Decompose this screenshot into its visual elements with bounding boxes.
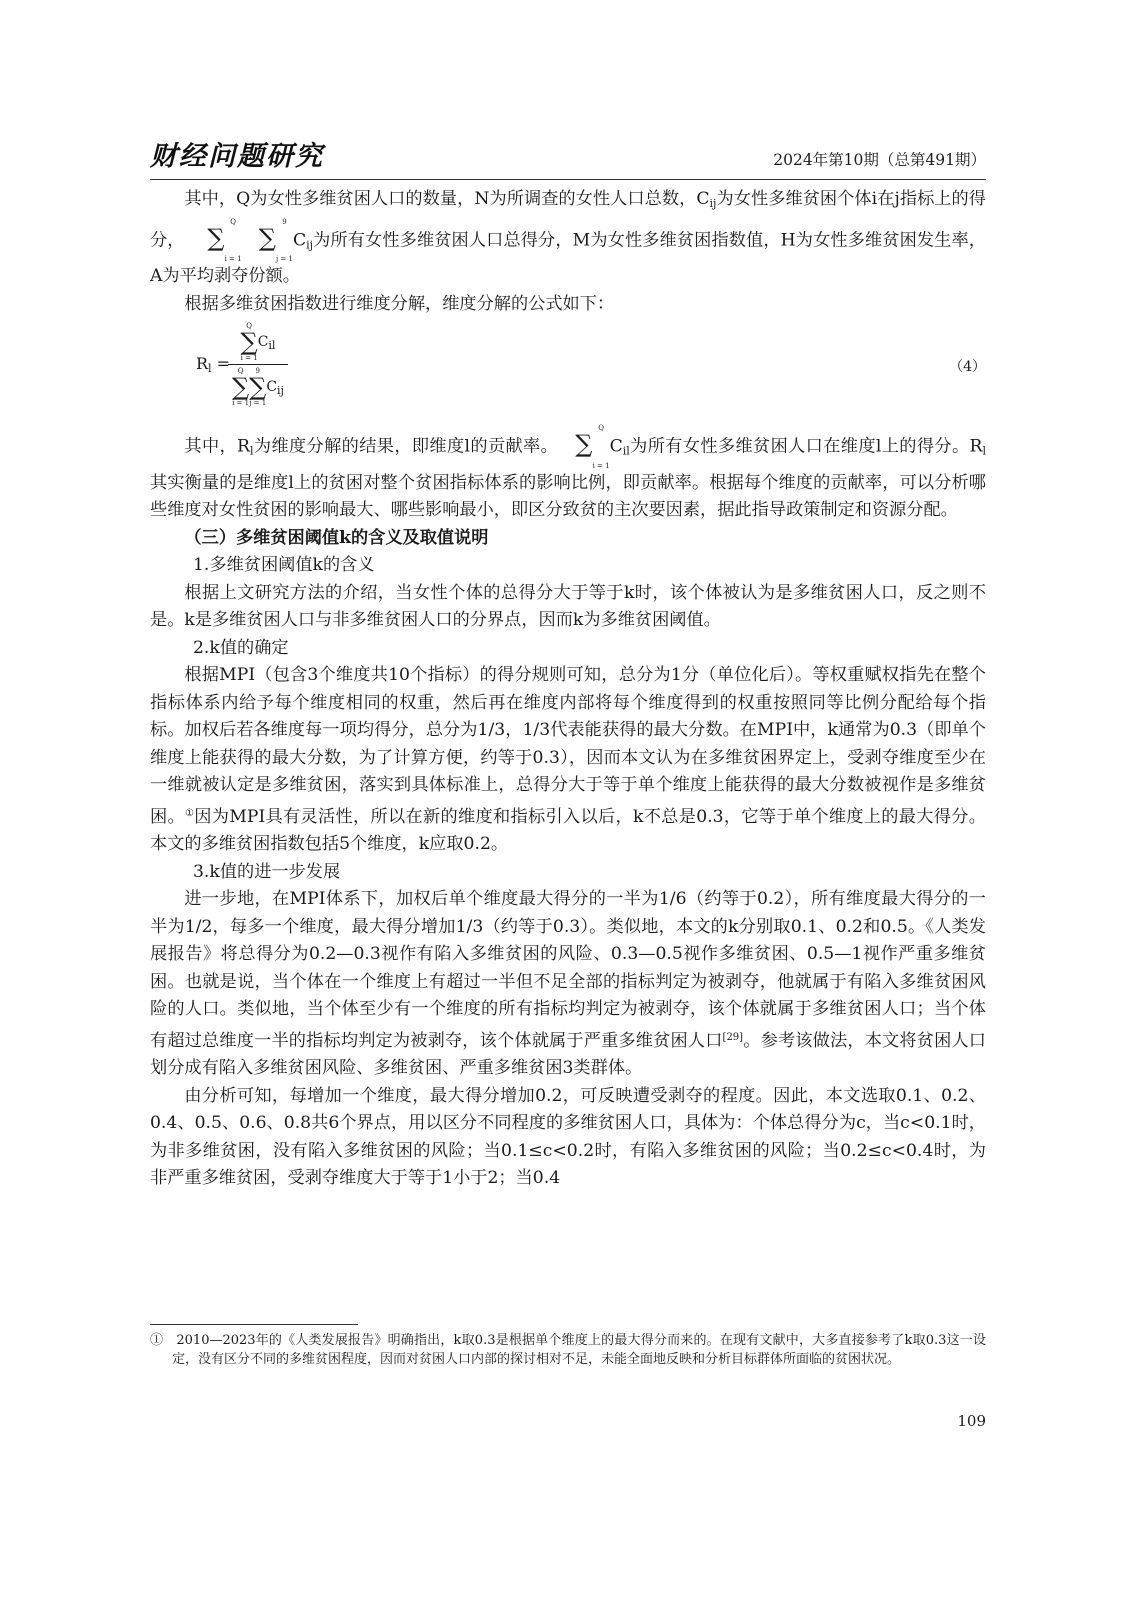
footnote-rule	[150, 1324, 358, 1325]
paragraph-k-development: 进一步地，在MPI体系下，加权后单个维度最大得分的一半为1/6（约等于0.2），所有维度最大得分的一半为1/2，每多一个维度，最大得分增加1/3（约等于0.3）。类似地，本文的k分别取0.1、0.2和0.5。《人类发展报告》将总得分为0.2—0.3视作有陷入多维贫困的风险、0.3—0.5视作多维贫困、0.5—1视作严重多维贫困。也就是说，当个体在一个维度上有超过一半但不足全部的指标判定为被剥夺，他就属于有陷入多维贫困风险的人口。类似地，当个体至少有一个维度的所有指标均判定为被剥夺，该个体就属于多维贫困人口；当个体有超过总维度一半的指标均判定为被剥夺，该个体就属于严重多维贫困人口[29]。参考该做法，本文将贫困人口划分成有陷入多维贫困风险、多维贫困、严重多维贫困3类群体。	[150, 889, 986, 1078]
subsection-heading: 1.多维贫困阈值k的含义	[193, 555, 375, 575]
paragraph-k-determination: 根据MPI（包含3个维度共10个指标）的得分规则可知，总分为1分（单位化后）。等权重赋权指先在整个指标体系内给予每个维度相同的权重，然后再在维度内部将每个维度得到的权重按照同等比例分配给每个指标。加权后若各维度每一项均得分，总分为1/3，1/3代表能获得的最大分数。在MPI中，k通常为0.3（即单个维度上能获得的最大分数，为了计算方便，约等于0.3），因而本文认为在多维贫困界定上，受剥夺维度至少在一维就被认定是多维贫困，落实到具体标准上，总得分大于等于单个维度上能获得的最大分数被视作是多维贫困。①因为MPI具有灵活性，所以在新的维度和指标引入以后，k不总是0.3，它等于单个维度上的最大得分。本文的多维贫困指数包括5个维度，k应取0.2。	[150, 665, 986, 854]
citation-marker: [29]	[722, 1031, 744, 1043]
paragraph-k-meaning: 根据上文研究方法的介绍，当女性个体的总得分大于等于k时，该个体被认为是多维贫困人口，反之则不是。k是多维贫困人口与非多维贫困人口的分界点，因而k为多维贫困阈值。	[150, 582, 986, 630]
paragraph-contribution-rate: 其中，Rl为维度分解的结果，即维度l的贡献率。 Q ∑ i = 1 Cil为所有女性多维贫困人口在维度l上的得分。Rl其实衡量的是维度l上的贫困对整个贫困指标体系的影响比例，即贡献率。根据每个维度的贡献率，可以分析哪些维度对女性贫困的影响最大、哪些影响最小，即区分致贫的主次要因素，据此指导政策制定和资源分配。	[150, 424, 986, 520]
section-heading: （三）多维贫困阈值k的含义及取值说明	[184, 527, 489, 548]
sum-symbol: 9 ∑ j = 1	[258, 217, 293, 263]
paragraph-decomposition-intro: 根据多维贫困指数进行维度分解，维度分解的公式如下：	[184, 293, 615, 314]
equation-number: （4）	[949, 359, 986, 375]
subsection-heading: 2.k值的确定	[193, 637, 289, 658]
footnote: ① 2010—2023年的《人类发展报告》明确指出，k取0.3是根据单个维度上的最大得分而来的。在现有文献中，大多直接参考了k取0.3这一设定，没有区分不同的多维贫困程度，因而对贫困人口内部的探讨相对不足，未能全面地反映和分析目标群体所面临的贫困状况。	[150, 1333, 986, 1367]
issue-number: 2024年第10期（总第491期）	[773, 151, 986, 169]
header-rule	[150, 179, 986, 180]
equation-lhs: Rl =	[196, 354, 231, 375]
paragraph-thresholds: 由分析可知，每增加一个维度，最大得分增加0.2，可反映遭受剥夺的程度。因此，本文选取0.1、0.2、0.4、0.5、0.6、0.8共6个界点，用以区分不同程度的多维贫困人口，具体为：个体总得分为c，当c<0.1时，为非多维贫困，没有陷入多维贫困的风险；当0.1≤c<0.2时，有陷入多维贫困的风险；当0.2≤c<0.4时，为非严重多维贫困，受剥夺维度大于等于1小于2；当0.4	[150, 1085, 986, 1188]
sum-symbol: Q ∑ i = 1	[207, 217, 242, 263]
equation-4	[150, 322, 986, 420]
sum-symbol: Q ∑ i = 1	[575, 424, 610, 470]
fraction-denominator: Q ∑ i = 1 9 ∑ j = 1 $C_{ij}$	[232, 367, 284, 407]
footnote-marker: ①	[185, 807, 195, 819]
page-number: 109	[957, 1412, 986, 1430]
subsection-heading: 3.k值的进一步发展	[193, 861, 341, 882]
journal-logo: 财经问题研究	[150, 141, 324, 172]
equation-fraction	[228, 322, 288, 407]
article-body	[150, 186, 986, 1193]
running-header	[150, 140, 986, 176]
fraction-numerator: Q ∑ i = 1 $C_{il}$	[228, 322, 288, 365]
paragraph-variable-definitions: 其中，Q为女性多维贫困人口的数量，N为所调查的女性人口总数，Cij为女性多维贫困个体i在j指标上的得分， Q ∑ i = 1 9 ∑ j = 1 Cij为所有女性多维贫困人口总得分，M为女性多维贫困指数值，H为女性多维贫困发生率，A为平均剥夺份额。	[150, 189, 986, 286]
